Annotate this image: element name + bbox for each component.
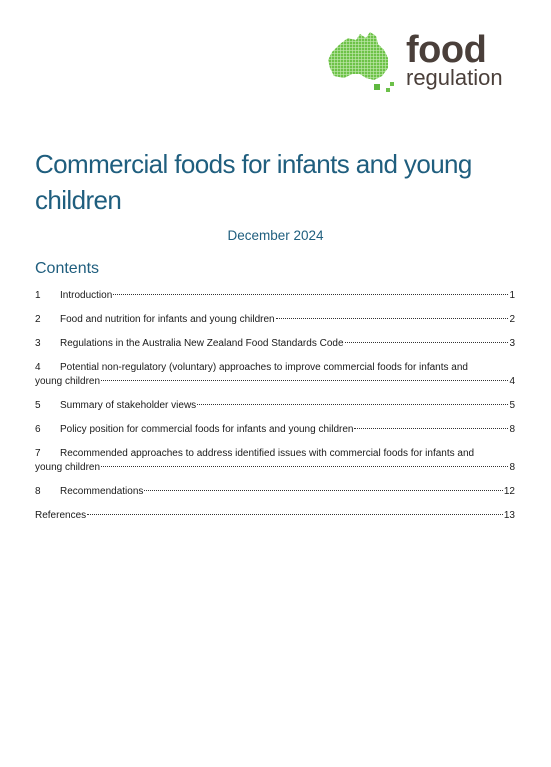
toc-page-number: 3: [509, 338, 515, 349]
toc-entry-introduction[interactable]: [35, 290, 515, 306]
toc-leader: [101, 466, 508, 467]
toc-number: 5: [35, 400, 41, 411]
logo-word-food: food: [406, 29, 487, 71]
toc-label: References: [35, 510, 87, 521]
toc-leader: [345, 342, 509, 343]
toc-leader: [197, 404, 508, 405]
toc-number: 7: [35, 448, 41, 459]
toc-page-number: 8: [509, 462, 515, 473]
australia-map-icon: [326, 30, 406, 94]
toc-label: Policy position for commercial foods for infants and young children: [60, 424, 354, 435]
toc-entry-stakeholder-views[interactable]: [35, 400, 515, 416]
toc-number: 2: [35, 314, 41, 325]
toc-page-number: 13: [503, 510, 515, 521]
toc-page-number: 2: [509, 314, 515, 325]
document-date: December 2024: [227, 228, 324, 243]
toc-page-number: 5: [509, 400, 515, 411]
toc-number: 4: [35, 362, 41, 373]
toc-number: 3: [35, 338, 41, 349]
toc-label-line1: Recommended approaches to address identified issues with commercial foods for infants and: [60, 448, 475, 459]
toc-entry-references[interactable]: [35, 510, 515, 526]
contents-heading: Contents: [35, 260, 100, 277]
toc-leader: [101, 380, 508, 381]
toc-number: 6: [35, 424, 41, 435]
toc-label-line1: Potential non-regulatory (voluntary) approaches to improve commercial foods for infants and: [60, 362, 468, 373]
toc-page-number: 8: [509, 424, 515, 435]
food-regulation-logo: [326, 30, 521, 94]
logo-word-regulation: regulation: [406, 65, 503, 90]
toc-label-line2: young children: [35, 462, 101, 473]
toc-label-line2: young children: [35, 376, 101, 387]
toc-page-number: 4: [509, 376, 515, 387]
toc-number: 1: [35, 290, 41, 301]
toc-entry-recommendations[interactable]: [35, 486, 515, 502]
toc-page-number: 12: [503, 486, 515, 497]
toc-leader: [87, 514, 503, 515]
toc-label: Summary of stakeholder views: [60, 400, 197, 411]
toc-label: Recommendations: [60, 486, 144, 497]
toc-leader: [354, 428, 508, 429]
toc-label: Introduction: [60, 290, 113, 301]
toc-label: Food and nutrition for infants and young children: [60, 314, 275, 325]
toc-leader: [276, 318, 509, 319]
toc-number: 8: [35, 486, 41, 497]
toc-entry-regulations[interactable]: [35, 338, 515, 354]
toc-label: Regulations in the Australia New Zealand Food Standards Code: [60, 338, 344, 349]
toc-page-number: 1: [509, 290, 515, 301]
toc-entry-policy-position[interactable]: [35, 424, 515, 440]
toc-leader: [113, 294, 508, 295]
document-title: Commercial foods for infants and young children: [35, 149, 472, 215]
toc-leader: [144, 490, 503, 491]
toc-entry-food-nutrition[interactable]: [35, 314, 515, 330]
